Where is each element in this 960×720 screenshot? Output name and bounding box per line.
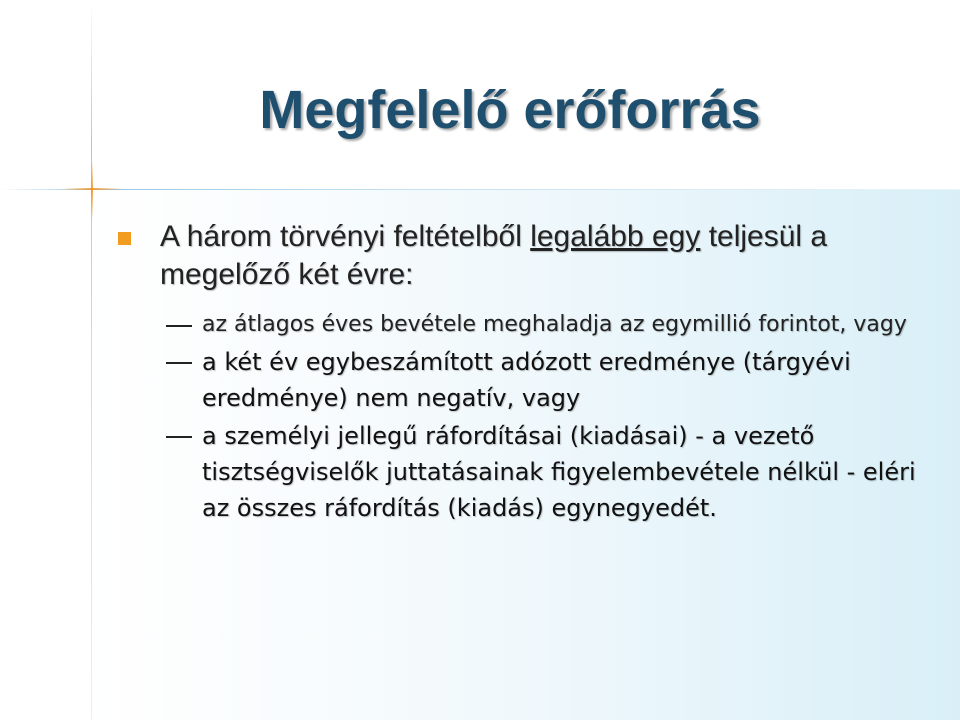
square-bullet-icon — [118, 232, 131, 245]
main-bullet — [118, 218, 918, 294]
sub-bullet-text: a két év egybeszámított adózott eredménye (tárgyévi eredménye) nem negatív, vagy — [202, 348, 851, 412]
main-bullet-text-after: teljesül a megelőző két évre: — [160, 220, 828, 291]
dash-bullet-icon — [166, 362, 192, 364]
sub-bullet-item — [118, 344, 918, 416]
sub-bullet-text: a személyi jellegű ráfordításai (kiadásai) - a vezető tisztségviselők juttatásainak figyelembevétele nélkül - eléri az összes ráfordítás (kiadás) egynegyedét. — [202, 422, 916, 522]
dash-bullet-icon — [166, 436, 192, 438]
decorative-orange-horizontal-accent — [62, 188, 122, 190]
sub-bullet-item — [118, 418, 918, 526]
sub-bullet-list — [118, 307, 918, 526]
dash-bullet-icon — [166, 325, 192, 327]
decorative-orange-vertical-accent — [91, 160, 93, 220]
sub-bullet-text: az átlagos éves bevétele meghaladja az egymillió forintot, vagy — [202, 312, 907, 337]
sub-bullet-item — [118, 307, 918, 342]
decorative-horizontal-line — [0, 189, 960, 190]
main-bullet-text-underlined: legalább egy — [530, 220, 701, 253]
main-bullet-text-before: A három törvényi feltételből — [160, 220, 531, 253]
slide-title: Megfelelő erőforrás — [259, 80, 761, 140]
slide-content — [118, 218, 918, 528]
